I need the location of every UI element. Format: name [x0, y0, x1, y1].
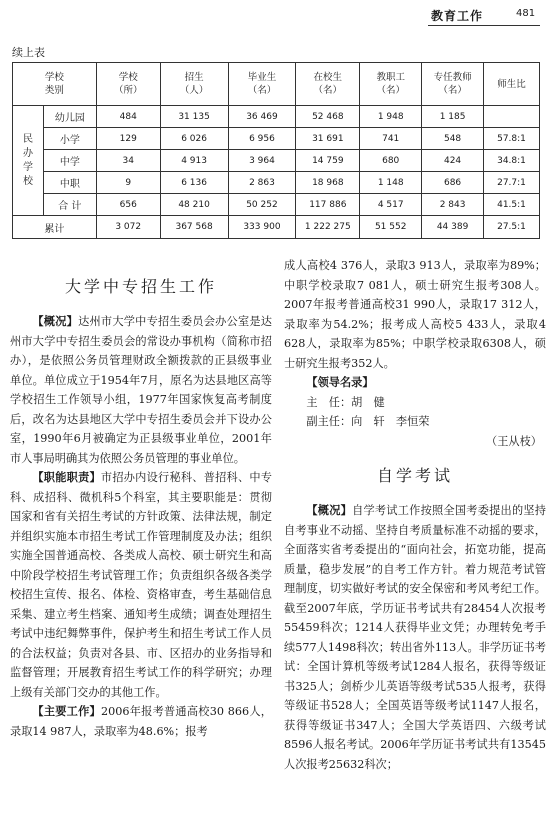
paragraph-text: 达州市大学中专招生委员会办公室是达州市大学中专招生委员会的常设办事机构（简称市招办），是依照公务员管理财政全额拨款的正县级事业单位。单位成立于1954年7月，原名为达县地区高等学校招生工作领导小组，1977年国家恢复高考制度后，改名为达县地区大学中专招生委员会并下设办公室，1990年6月被确定为正县级事业单位，2001年市人事局明确其为依照公务员管理的事业单位。	[10, 315, 272, 465]
table-cell: 27.5:1	[484, 216, 540, 239]
table-cell: 680	[360, 150, 422, 172]
table-cell: 367 568	[160, 216, 228, 239]
table-cell: 9	[96, 172, 160, 194]
table-cell: 31 691	[296, 128, 360, 150]
table-cell: 6 956	[228, 128, 296, 150]
col-header-students: 在校生 （名）	[296, 63, 360, 106]
row-label: 合 计	[43, 194, 96, 216]
table-cell	[484, 106, 540, 128]
table-cell: 6 026	[160, 128, 228, 150]
table-cell: 1 185	[422, 106, 484, 128]
table-cell: 129	[96, 128, 160, 150]
table-cell: 3 964	[228, 150, 296, 172]
row-label: 幼儿园	[43, 106, 96, 128]
col-header-graduates: 毕业生 （名）	[228, 63, 296, 106]
paragraph-main-work	[10, 702, 272, 741]
paragraph-overview	[10, 312, 272, 468]
paragraph-duties	[10, 468, 272, 702]
table-header-row	[13, 63, 540, 106]
table-cell: 1 948	[360, 106, 422, 128]
table-cell: 57.8:1	[484, 128, 540, 150]
col-header-staff: 教职工 （名）	[360, 63, 422, 106]
table-row	[13, 128, 540, 150]
table-cell: 27.7:1	[484, 172, 540, 194]
table-cell: 48 210	[160, 194, 228, 216]
group-label-private-schools: 民 办 学 校	[13, 106, 44, 216]
table-cell: 4 913	[160, 150, 228, 172]
section-title-admissions: 大学中专招生工作	[64, 277, 217, 296]
statistics-table	[12, 62, 540, 239]
table-cell: 3 072	[96, 216, 160, 239]
leader-heading	[284, 373, 546, 393]
table-cell: 50 252	[228, 194, 296, 216]
table-row	[13, 150, 540, 172]
row-label: 小学	[43, 128, 96, 150]
left-column	[10, 276, 272, 741]
keyword-overview: 【概况】	[32, 314, 79, 328]
table-cell: 4 517	[360, 194, 422, 216]
paragraph-text: 2006年报考普通高校30 866人，录取14 987人，录取率为48.6%；报考	[10, 705, 272, 738]
paragraph-self-study-overview	[284, 501, 546, 774]
right-column	[284, 256, 546, 774]
table-row	[13, 194, 540, 216]
row-label: 中学	[43, 150, 96, 172]
table-cell: 14 759	[296, 150, 360, 172]
col-header-teachers: 专任教师 （名）	[422, 63, 484, 106]
table-cell: 18 968	[296, 172, 360, 194]
table-cell: 36 469	[228, 106, 296, 128]
col-header-enrollment: 招生 （人）	[160, 63, 228, 106]
col-header-category: 学校 类别	[13, 63, 97, 106]
table-cell: 686	[422, 172, 484, 194]
table-row	[13, 172, 540, 194]
row-label: 累计	[13, 216, 97, 239]
table-cell: 51 552	[360, 216, 422, 239]
paragraph-text: 自学考试工作按照全国考委提出的坚持自考事业不动摇、坚持自考质量标准不动摇的要求，全面落实省考委提出的“面向社会，拓宽功能，提高质量，稳步发展”的自考工作方针。着力规范考试管理制度，切实做好考试的安全保密和考风考纪工作。截至2007年底，学历证书考试共有28454人次报考55459科次；1214人获得毕业文凭；办理转免考手续577人1498科次；转出省外113人。非学历证书考试：全国计算机等级考试1284人报名，获得等级证书325人；剑桥少儿英语等级考试535人报考，获得等级证书528人；全国英语等级考试1147人报名，获得等级证书347人；全国大学英语四、六级考试8596人报名考试。2006年学历证书考试共有13545人次报考25632科次；	[284, 504, 546, 771]
col-header-schools: 学校 （所）	[96, 63, 160, 106]
table-cell: 1 222 275	[296, 216, 360, 239]
keyword-duties: 【职能职责】	[32, 470, 101, 484]
header-section-title: 教育工作	[431, 9, 484, 23]
table-total-row	[13, 216, 540, 239]
table-cell: 741	[360, 128, 422, 150]
running-header	[0, 0, 550, 28]
keyword-leaders: 【领导名录】	[306, 375, 374, 389]
author-credit: （王从枝）	[486, 434, 542, 448]
keyword-overview: 【概况】	[306, 503, 353, 517]
table-cell: 333 900	[228, 216, 296, 239]
table-cell: 656	[96, 194, 160, 216]
table-cell: 117 886	[296, 194, 360, 216]
continued-label: 续上表	[12, 46, 45, 59]
table-cell: 44 389	[422, 216, 484, 239]
table-cell: 52 468	[296, 106, 360, 128]
table-cell: 34	[96, 150, 160, 172]
col-header-ratio: 师生比	[484, 63, 540, 106]
leader-director: 主 任：胡 健	[306, 395, 385, 409]
table-cell: 6 136	[160, 172, 228, 194]
table-cell: 484	[96, 106, 160, 128]
header-rule	[428, 25, 540, 26]
page-number: 481	[516, 8, 536, 19]
table-row	[13, 106, 540, 128]
paragraph-text: 市招办内设行秘科、普招科、中专科、成招科、微机科5个科室，其主要职能是：贯彻国家和省有关招生考试的方针政策、法律法规，制定并组织实施本市招生考试工作管理制度及办法；组织实施全国普通高校、各类成人高校、硕士研究生和高中阶段学校招生考试管理工作；负责组织各级各类学校招生宣传、报名、体检、资格审查，考生基础信息采集、建立考生档案、通知考生成绩；调查处理招生考试中违纪舞弊事件，保护考生和招生考试工作人员的合法权益；负责对各县、市、区招办的业务指导和监督管理；开展教育招生考试工作的科学研究；办理上级有关部门交办的其他工作。	[10, 471, 272, 699]
section-title-self-study-exam: 自学考试	[376, 466, 453, 485]
paragraph-continued: 成人高校4 376人，录取3 913人，录取率为89%；中职学校录取7 081人，硕士研究生报考308人。2007年报考普通高校31 990人，录取17 312人，录取率为54.2%；报考成人高校5 433人，录取4 628人，录取率为85%；中职学校录取6308人，硕士研究生报考352人。	[284, 259, 546, 370]
table-cell: 2 863	[228, 172, 296, 194]
leader-deputy: 副主任：向 轩 李恒荣	[306, 415, 430, 428]
table-cell: 34.8:1	[484, 150, 540, 172]
table-cell: 31 135	[160, 106, 228, 128]
table-cell: 2 843	[422, 194, 484, 216]
table-cell: 41.5:1	[484, 194, 540, 216]
table-cell: 1 148	[360, 172, 422, 194]
table-cell: 548	[422, 128, 484, 150]
row-label: 中职	[43, 172, 96, 194]
keyword-main-work: 【主要工作】	[32, 704, 101, 718]
table-cell: 424	[422, 150, 484, 172]
